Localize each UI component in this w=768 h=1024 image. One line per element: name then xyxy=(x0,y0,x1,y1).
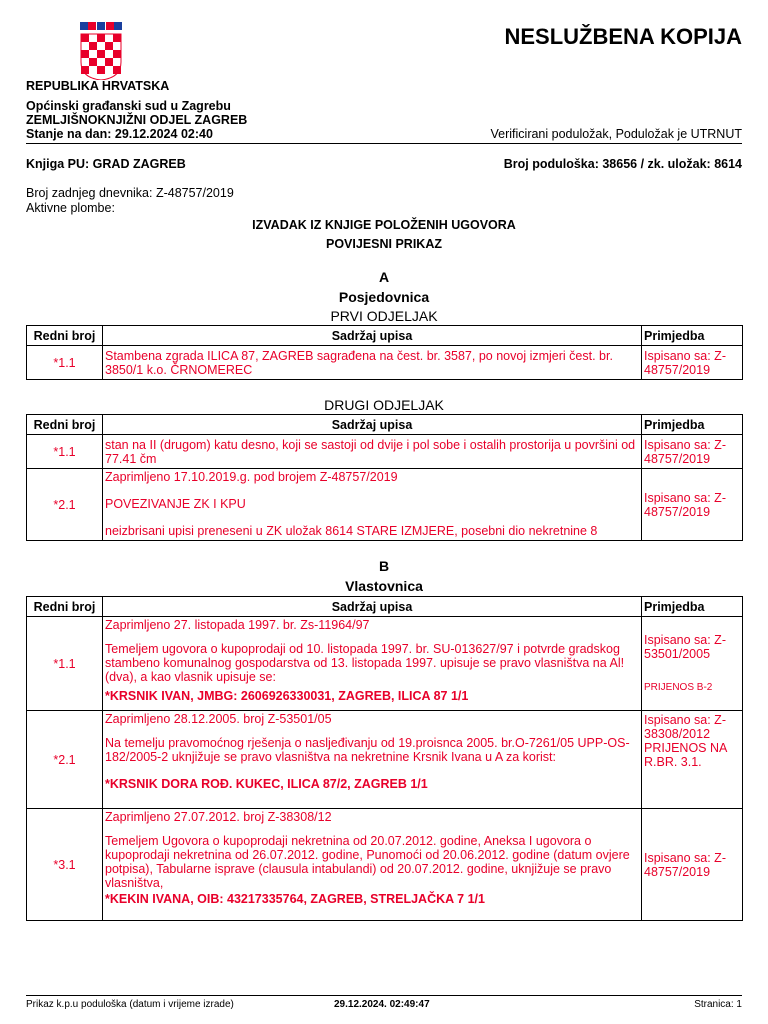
court-line-2: ZEMLJIŠNOKNJIŽNI ODJEL ZAGREB xyxy=(26,113,248,127)
table-row xyxy=(27,435,743,469)
part-1-table xyxy=(26,325,743,380)
row-content: Stambena zgrada ILICA 87, ZAGREB sagrađena na čest. br. 3587, po novoj izmjeri čest. br. 3850/1 k.o. ČRNOMEREC xyxy=(103,346,642,380)
footer-divider xyxy=(26,995,742,996)
entry-text: Na temelju pravomoćnog rješenja o nasljeđivanju od 19.proisnca 2005. br.O-7261/05 UPP-OS-182/2005-2 uknjižuje se pravo vlasništva na nekretnine Krsnik Ivana u A za korist: xyxy=(105,736,630,764)
row-content xyxy=(103,809,642,921)
court-name xyxy=(26,99,247,127)
ownership-table xyxy=(26,596,743,921)
entry-text: POVEZIVANJE ZK I KPU xyxy=(105,497,246,511)
section-b-letter: B xyxy=(378,558,390,574)
state-on-date: Stanje na dan: 29.12.2024 02:40 xyxy=(26,127,213,141)
book-name: Knjiga PU: GRAD ZAGREB xyxy=(26,157,186,171)
owner: *KRSNIK DORA ROĐ. KUKEC, ILICA 87/2, ZAGREB 1/1 xyxy=(105,777,428,791)
last-diary-number: Broj zadnjeg dnevnika: Z-48757/2019 xyxy=(26,186,234,200)
entry-text: Temeljem ugovora o kupoprodaji od 10. listopada 1997. br. SU-013627/97 i potvrde gradskog stambeno komunalnog gospodarstva od 13. listopada 1997. upisuje se pravo vlasništva na Al! (dva), a kao vlasnik upisuje se: xyxy=(105,642,625,684)
footer-label: Prikaz k.p.u poduloška (datum i vrijeme izrade) xyxy=(26,999,234,1010)
received-note: Zaprimljeno 27. listopada 1997. br. Zs-11964/97 xyxy=(105,618,370,632)
entry-extra: neizbrisani upisi preneseni u ZK uložak 8614 STARE IZMJERE, posebni dio nekretnine 8 xyxy=(105,524,598,538)
row-content xyxy=(103,617,642,711)
row-note: Ispisano sa: Z-38308/2012 PRIJENOS NA R.BR. 3.1. xyxy=(642,711,743,809)
owner: *KEKIN IVANA, OIB: 43217335764, ZAGREB, STRELJAČKA 7 1/1 xyxy=(105,892,485,906)
note-text: Ispisano sa: Z-53501/2005 xyxy=(644,632,726,661)
active-seals: Aktivne plombe: xyxy=(26,201,115,215)
row-note: Ispisano sa: Z-48757/2019 xyxy=(642,809,743,921)
column-header-note: Primjedba xyxy=(642,326,743,346)
subfolder-number: Broj poduloška: 38656 / zk. uložak: 8614 xyxy=(503,157,742,171)
table-row xyxy=(27,617,743,711)
section-b-name: Vlastovnica xyxy=(345,578,423,594)
extract-title: IZVADAK IZ KNJIGE POLOŽENIH UGOVORA xyxy=(252,218,516,232)
owner: *KRSNIK IVAN, JMBG: 2606926330031, ZAGREB, ILICA 87 1/1 xyxy=(105,689,469,703)
footer-datetime: 29.12.2024. 02:49:47 xyxy=(334,999,430,1010)
column-header-note: Primjedba xyxy=(642,597,743,617)
part-1-title: PRVI ODJELJAK xyxy=(330,308,438,324)
coat-of-arms-icon xyxy=(78,22,124,80)
table-row xyxy=(27,809,743,921)
row-note xyxy=(642,617,743,711)
part-2-title: DRUGI ODJELJAK xyxy=(324,397,444,413)
row-number: *3.1 xyxy=(27,809,103,921)
verification-status: Verificirani poduložak, Poduložak je UTRNUT xyxy=(490,127,742,141)
header-divider xyxy=(26,143,742,144)
column-header-content: Sadržaj upisa xyxy=(103,597,642,617)
republic-name: REPUBLIKA HRVATSKA xyxy=(26,79,170,93)
row-number: *2.1 xyxy=(27,711,103,809)
table-row xyxy=(27,711,743,809)
row-number: *1.1 xyxy=(27,435,103,469)
row-content: stan na II (drugom) katu desno, koji se sastoji od dvije i pol sobe i ostalih prostorija u površini od 77.41 čm xyxy=(103,435,642,469)
received-note: Zaprimljeno 17.10.2019.g. pod brojem Z-48757/2019 xyxy=(105,470,398,484)
section-a-name: Posjedovnica xyxy=(338,289,430,305)
column-header-no: Redni broj xyxy=(27,326,103,346)
court-line-1: Općinski građanski sud u Zagrebu xyxy=(26,99,231,113)
row-note: Ispisano sa: Z-48757/2019 xyxy=(642,469,743,541)
column-header-content: Sadržaj upisa xyxy=(103,415,642,435)
row-content xyxy=(103,711,642,809)
column-header-content: Sadržaj upisa xyxy=(103,326,642,346)
column-header-no: Redni broj xyxy=(27,597,103,617)
page-number: Stranica: 1 xyxy=(694,999,742,1010)
received-note: Zaprimljeno 28.12.2005. broj Z-53501/05 xyxy=(105,712,332,726)
history-title: POVIJESNI PRIKAZ xyxy=(326,237,442,251)
row-number: *1.1 xyxy=(27,346,103,380)
entry-text: Temeljem Ugovora o kupoprodaji nekretnina od 20.07.2012. godine, Aneksa I ugovora o kupoprodaji nekretnina od 26.07.2012. godine, Punomoći od 20.06.2012. godine (datum ovjere potpisa), Tabularne isprave (clausula intabulandi) od 20.07.2012. godine, uknjižuje se pravo vlasništva, xyxy=(105,834,630,890)
row-content xyxy=(103,469,642,541)
transfer-note: PRIJENOS B-2 xyxy=(644,681,713,693)
section-a-letter: A xyxy=(378,269,390,285)
row-number: *2.1 xyxy=(27,469,103,541)
unofficial-copy-title: NESLUŽBENA KOPIJA xyxy=(504,24,742,49)
row-note: Ispisano sa: Z-48757/2019 xyxy=(642,435,743,469)
row-note: Ispisano sa: Z-48757/2019 xyxy=(642,346,743,380)
table-row xyxy=(27,346,743,380)
diary-info xyxy=(26,186,234,216)
part-2-table xyxy=(26,414,743,541)
row-number: *1.1 xyxy=(27,617,103,711)
column-header-note: Primjedba xyxy=(642,415,743,435)
table-row xyxy=(27,469,743,541)
received-note: Zaprimljeno 27.07.2012. broj Z-38308/12 xyxy=(105,810,332,824)
column-header-no: Redni broj xyxy=(27,415,103,435)
